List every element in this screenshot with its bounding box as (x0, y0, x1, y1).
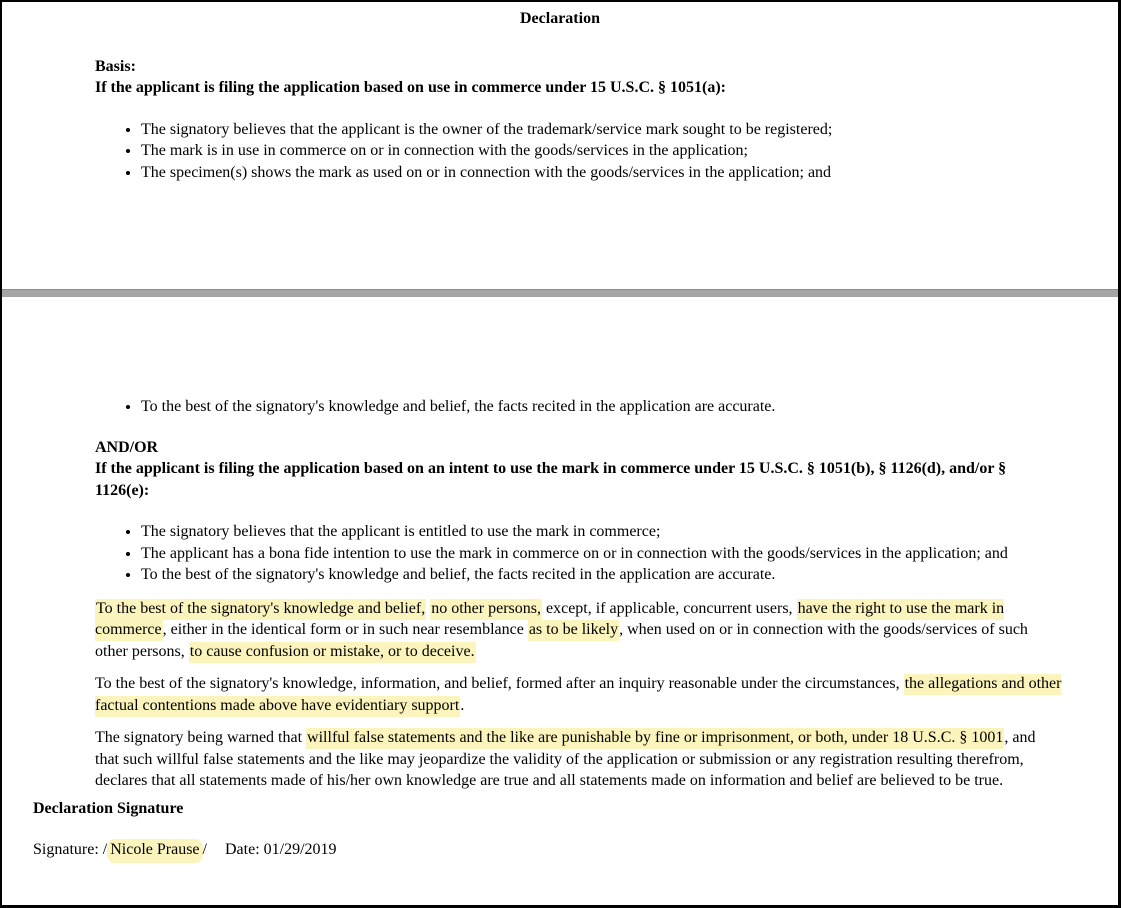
bullet-item: • The signatory believes that the applicant is the owner of the trademark/service mark sought to be registered; (141, 119, 1062, 141)
signature-open-slash: / (102, 841, 108, 858)
highlighted-text: To the best of the signatory's knowledge and belief, (95, 599, 426, 620)
page-title: Declaration (520, 10, 600, 27)
bullet-item: • The applicant has a bona fide intention to use the mark in commerce on or in connection with the goods/services in the application; and (141, 543, 1062, 565)
declaration-signature-section (33, 798, 1118, 861)
text-segment: . (460, 696, 465, 714)
page-break-separator (2, 289, 1118, 297)
signature-close-slash: / (202, 841, 207, 858)
declaration-paragraph-willful-false-statements (95, 727, 1062, 792)
date-part (225, 841, 337, 858)
declaration-paragraph-no-other-persons (95, 598, 1062, 663)
bullet-item: • The mark is in use in commerce on or in connection with the goods/services in the application; (141, 140, 1062, 162)
text-segment: To the best of the signatory's knowledge, information, and belief, formed after an inquiry reasonable under the circumstances, (95, 675, 904, 692)
highlighted-text: as to be likely (528, 620, 619, 641)
use-basis-section (95, 56, 1062, 184)
signature-line (33, 839, 1118, 861)
declaration-paragraph-evidentiary-support (95, 673, 1062, 716)
highlighted-text: willful false statements and the like are punishable by fine or imprisonment, or both, under 18 U.S.C. § 1001 (306, 728, 1004, 749)
text-segment: except, if applicable, concurrent users, (542, 599, 797, 617)
highlighted-text: no other persons, (430, 599, 542, 620)
date-label: Date: (224, 841, 260, 858)
basis-label: Basis: (95, 57, 136, 75)
highlighted-text: have the right to use the mark in commerce (95, 599, 1004, 642)
intent-basis-bullet-list (95, 521, 1062, 586)
highlighted-text: the allegations and other factual contentions made above have evidentiary support (95, 674, 1061, 717)
bullet-item: • To the best of the signatory's knowledge and belief, the facts recited in the application are accurate. (141, 564, 1062, 586)
text-segment: , either in the identical form or in such near resemblance (162, 621, 528, 638)
use-basis-bullet-list (95, 119, 1062, 184)
date-value: 01/29/2019 (263, 841, 337, 858)
text-segment: , when used on or in connection with the goods/services of such other persons, (95, 621, 1028, 660)
bullet-item: • The signatory believes that the applicant is entitled to use the mark in commerce; (141, 521, 1062, 543)
intent-basis-statement: If the applicant is filing the application based on an intent to use the mark in commerce under 15 U.S.C. § 1051(b), § 1126(d), and/or § 1126(e): (95, 460, 1007, 499)
signatory-name: Nicole Prause (107, 839, 202, 863)
text-segment: The signatory being warned that (95, 729, 307, 746)
highlighted-text: to cause confusion or mistake, or to deceive. (189, 642, 476, 663)
and-or-label: AND/OR (95, 438, 159, 456)
declaration-signature-heading: Declaration Signature (33, 799, 184, 817)
intent-basis-heading (95, 437, 1062, 502)
text-segment: , and that such willful false statements and the like may jeopardize the validity of the application or submission or any registration resulting therefrom, declares that all statements made of his/her own knowledge are true and all statements made on information and belief are believed to be true. (95, 729, 1036, 789)
intent-basis-section (95, 396, 1062, 792)
use-basis-heading (95, 56, 1062, 99)
accuracy-bullet-list (95, 396, 1062, 418)
use-basis-statement: If the applicant is filing the application based on use in commerce under 15 U.S.C. § 1051(a): (95, 79, 726, 96)
bullet-item: • The specimen(s) shows the mark as used on or in connection with the goods/services in the application; and (141, 162, 1062, 184)
signature-label: Signature: (33, 841, 99, 858)
bullet-item: • To the best of the signatory's knowledge and belief, the facts recited in the application are accurate. (141, 396, 1062, 418)
